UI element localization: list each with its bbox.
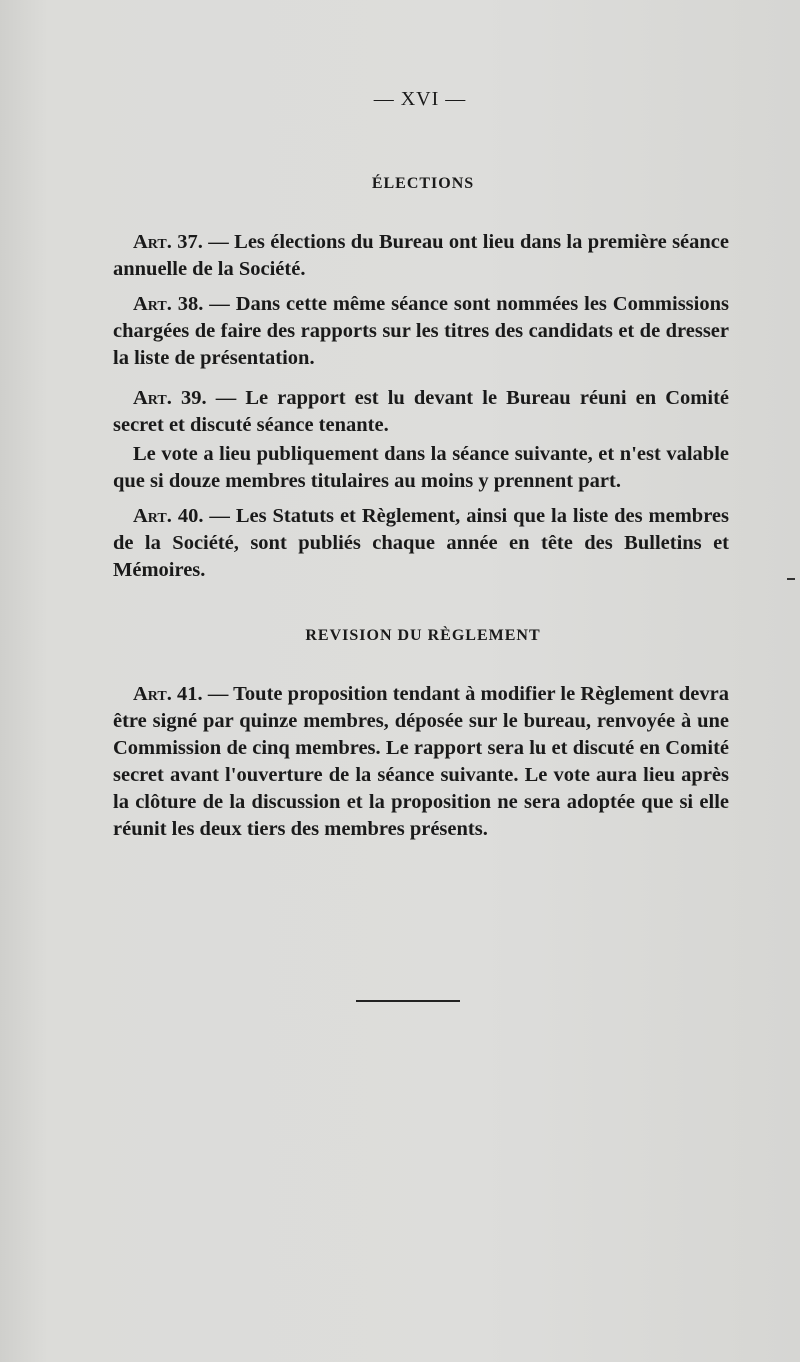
section-title-revision: REVISION DU RÈGLEMENT — [305, 627, 541, 644]
article-text: — Le rapport est lu devant le Bureau réuni en Comité secret et discuté séance tenante. — [113, 387, 729, 436]
article-text: — Toute proposition tendant à modifier le Règlement devra être signé par quinze membres, déposée sur le bureau, renvoyée à une Commission de cinq membres. Le rapport sera lu et discuté en Comité secret avant l'ouverture de la séance suivante. Le vote aura lieu après la clôture de la discussion et la proposition ne sera adoptée que si elle réunit les deux tiers des membres présents. — [113, 683, 729, 840]
article-number: Art. 38. — [133, 293, 204, 315]
article-text: — Les Statuts et Règlement, ainsi que la liste des membres de la Société, sont publiés chaque année en tête des Bulletins et Mémoires. — [113, 505, 729, 581]
margin-mark — [787, 578, 795, 580]
article-40 — [113, 503, 729, 584]
article-text: — Dans cette même séance sont nommées les Commissions chargées de faire des rapports sur les titres des candidats et de dresser la liste de présentation. — [113, 293, 729, 369]
end-rule — [356, 1000, 460, 1002]
article-39 — [113, 385, 729, 439]
article-39-vote — [113, 441, 729, 495]
article-number: Art. 39. — [133, 387, 207, 409]
article-number: Art. 41. — [133, 683, 203, 705]
article-number: Art. 37. — [133, 231, 203, 253]
article-number: Art. 40. — [133, 505, 204, 527]
article-38 — [113, 291, 729, 372]
article-text: Le vote a lieu publiquement dans la séance suivante, et n'est valable que si douze membres titulaires au moins y prennent part. — [113, 443, 729, 492]
section-title-elections: ÉLECTIONS — [371, 175, 475, 192]
article-41 — [113, 681, 729, 843]
page-number-header: — XVI — — [373, 88, 467, 110]
article-text: — Les élections du Bureau ont lieu dans la première séance annuelle de la Société. — [113, 231, 729, 280]
article-37 — [113, 229, 729, 283]
